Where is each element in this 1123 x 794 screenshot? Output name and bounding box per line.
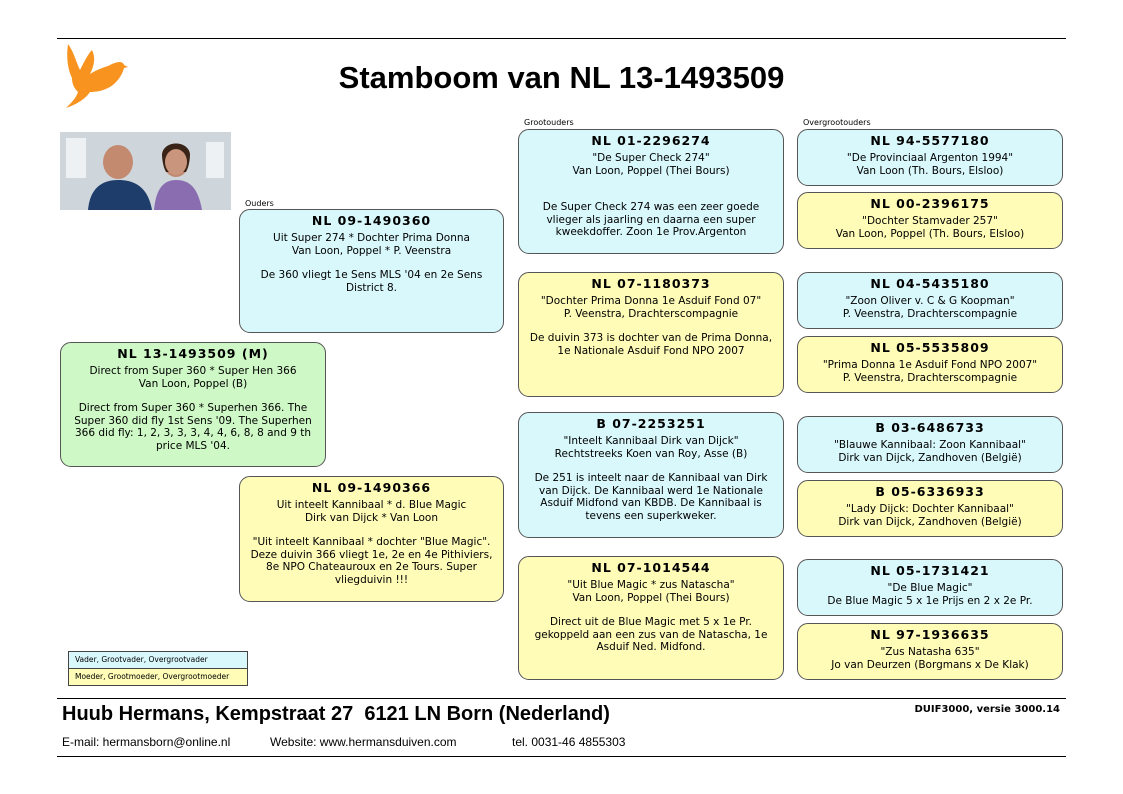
subject-text: Direct from Super 360 * Superhen 366. The Super 360 did fly 1st Sens '09. The Superhen 366 did fly: 1, 2, 3, 3, 3, 4, 4, 6, 8, 8 and 9 th price MLS '04. xyxy=(74,402,312,452)
ggp-card-6[interactable] xyxy=(797,480,1063,537)
ggp-line1: "Dochter Stamvader 257" xyxy=(862,215,998,227)
gm-mother-ring: NL 07-1014544 xyxy=(591,560,711,575)
ggp-ring: NL 05-1731421 xyxy=(870,563,990,578)
ggp-ring: B 05-6336933 xyxy=(875,484,985,499)
gf-father-ring: NL 01-2296274 xyxy=(591,133,711,148)
legend-male: Vader, Grootvader, Overgrootvader xyxy=(69,652,247,669)
subject-card[interactable] xyxy=(60,342,326,467)
footer-bottom-rule xyxy=(57,756,1066,757)
phone-number: tel. 0031-46 4855303 xyxy=(512,735,626,749)
gf-father-line1: "De Super Check 274" xyxy=(592,152,710,164)
ggp-line2: P. Veenstra, Drachterscompagnie xyxy=(842,371,1018,384)
ggp-line1: "De Blue Magic" xyxy=(887,582,973,594)
page-title: Stamboom van NL 13-1493509 xyxy=(338,60,785,95)
ggp-ring: NL 00-2396175 xyxy=(870,196,990,211)
ggp-line2: Jo van Deurzen (Borgmans x De Klak) xyxy=(831,658,1029,671)
owner-address: Huub Hermans, Kempstraat 27 6121 LN Born (Nederland) xyxy=(62,703,610,725)
gf-mother-line1: "Inteelt Kannibaal Dirk van Dijck" xyxy=(563,435,739,447)
ggp-line1: "Lady Dijck: Dochter Kannibaal" xyxy=(846,503,1014,515)
owner-photo xyxy=(60,132,231,210)
gm-mother-line2: Van Loon, Poppel (Thei Bours) xyxy=(572,591,730,604)
ggp-card-7[interactable] xyxy=(797,559,1063,616)
label-ouders: Ouders xyxy=(245,199,274,208)
gf-father-line2: Van Loon, Poppel (Thei Bours) xyxy=(572,164,730,177)
email-link[interactable]: E-mail: hermansborn@online.nl xyxy=(62,735,231,749)
color-legend xyxy=(68,651,248,686)
gm-father-line2: P. Veenstra, Drachterscompagnie xyxy=(563,307,739,320)
contact-line xyxy=(62,735,626,791)
ggp-line1: "Prima Donna 1e Asduif Fond NPO 2007" xyxy=(822,359,1038,371)
subject-line2: Van Loon, Poppel (B) xyxy=(138,377,248,390)
grandmother-maternal-card[interactable] xyxy=(518,556,784,680)
ggp-line2: De Blue Magic 5 x 1e Prijs en 2 x 2e Pr. xyxy=(827,594,1033,607)
ggp-card-2[interactable] xyxy=(797,192,1063,249)
ggp-line2: P. Veenstra, Drachterscompagnie xyxy=(842,307,1018,320)
father-ring: NL 09-1490360 xyxy=(311,213,432,228)
gf-father-text: De Super Check 274 was een zeer goede vlieger als jaarling en daarna een super kweekdoffer. Zoon 1e Prov.Argenton xyxy=(542,201,760,238)
subject-ring: NL 13-1493509 (M) xyxy=(117,346,269,361)
gm-father-text: De duivin 373 is dochter van de Prima Donna, 1e Nationale Asduif Fond NPO 2007 xyxy=(529,332,773,357)
gm-father-line1: "Dochter Prima Donna 1e Asduif Fond 07" xyxy=(540,295,762,307)
mother-card[interactable] xyxy=(239,476,504,602)
ggp-line2: Dirk van Dijck, Zandhoven (België) xyxy=(838,451,1022,464)
ggp-ring: B 03-6486733 xyxy=(875,420,985,435)
gm-mother-line1: "Uit Blue Magic * zus Natascha" xyxy=(567,579,735,591)
ggp-ring: NL 04-5435180 xyxy=(870,276,990,291)
grandmother-paternal-card[interactable] xyxy=(518,272,784,397)
legend-female: Moeder, Grootmoeder, Overgrootmoeder xyxy=(69,669,247,685)
ggp-card-3[interactable] xyxy=(797,272,1063,329)
gf-mother-text: De 251 is inteelt naar de Kannibaal van Dirk van Dijck. De Kannibaal werd 1e Nationale Asduif Midfond van KBDB. De Kannibaal is tevens een superkweker. xyxy=(534,472,768,522)
mother-line2: Dirk van Dijck * Van Loon xyxy=(304,511,439,524)
ggp-card-4[interactable] xyxy=(797,336,1063,393)
software-version: DUIF3000, versie 3000.14 xyxy=(914,704,1060,715)
grandfather-paternal-card[interactable] xyxy=(518,129,784,254)
ggp-card-5[interactable] xyxy=(797,416,1063,473)
father-card[interactable] xyxy=(239,209,504,333)
footer-top-rule xyxy=(57,698,1066,699)
ggp-line2: Van Loon, Poppel (Th. Bours, Elsloo) xyxy=(835,227,1025,240)
grandfather-maternal-card[interactable] xyxy=(518,412,784,538)
mother-line1: Uit inteelt Kannibaal * d. Blue Magic xyxy=(276,499,467,511)
top-rule xyxy=(57,38,1066,39)
father-line2: Van Loon, Poppel * P. Veenstra xyxy=(291,244,452,257)
label-overgrootouders: Overgrootouders xyxy=(803,118,871,127)
ggp-line1: "De Provinciaal Argenton 1994" xyxy=(846,152,1014,164)
gf-mother-ring: B 07-2253251 xyxy=(596,416,706,431)
label-grootouders: Grootouders xyxy=(524,118,574,127)
ggp-line2: Dirk van Dijck, Zandhoven (België) xyxy=(838,515,1022,528)
mother-ring: NL 09-1490366 xyxy=(311,480,432,495)
gf-mother-line2: Rechtstreeks Koen van Roy, Asse (B) xyxy=(554,447,748,460)
father-text: De 360 vliegt 1e Sens MLS '04 en 2e Sens District 8. xyxy=(260,269,483,294)
ggp-line1: "Zus Natasha 635" xyxy=(880,646,980,658)
ggp-card-1[interactable] xyxy=(797,129,1063,186)
mother-text: "Uit inteelt Kannibaal * dochter "Blue Magic". Deze duivin 366 vliegt 1e, 2e en 4e Pithiviers, 8e NPO Chateauroux en 2e Tours. Super vliegduivin !!! xyxy=(250,536,493,586)
ggp-ring: NL 97-1936635 xyxy=(870,627,990,642)
gm-father-ring: NL 07-1180373 xyxy=(591,276,711,291)
ggp-line1: "Zoon Oliver v. C & G Koopman" xyxy=(845,295,1015,307)
father-line1: Uit Super 274 * Dochter Prima Donna xyxy=(273,232,470,244)
ggp-ring: NL 05-5535809 xyxy=(870,340,990,355)
ggp-line2: Van Loon (Th. Bours, Elsloo) xyxy=(856,164,1004,177)
gm-mother-text: Direct uit de Blue Magic met 5 x 1e Pr. gekoppeld aan een zus van de Natascha, 1e Asduif Ned. Midfond. xyxy=(534,616,768,653)
subject-line1: Direct from Super 360 * Super Hen 366 xyxy=(89,365,297,377)
ggp-card-8[interactable] xyxy=(797,623,1063,680)
website-link[interactable]: Website: www.hermansduiven.com xyxy=(270,735,457,749)
ggp-ring: NL 94-5577180 xyxy=(870,133,990,148)
ggp-line1: "Blauwe Kannibaal: Zoon Kannibaal" xyxy=(834,439,1026,451)
